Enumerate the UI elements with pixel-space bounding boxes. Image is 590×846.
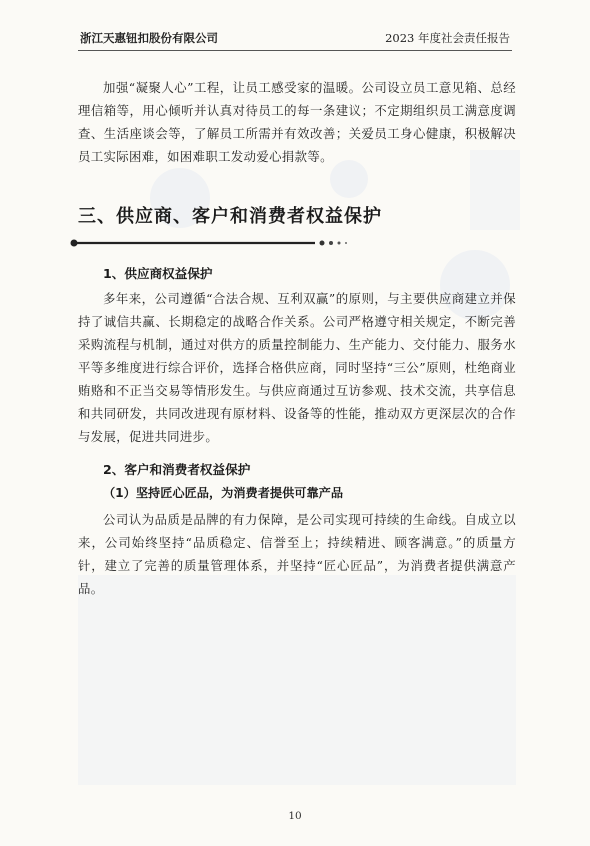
company-name: 浙江天惠钮扣股份有限公司 <box>80 31 218 45</box>
subsection-title-customers: 2、客户和消费者权益保护 <box>103 462 251 477</box>
suppliers-paragraph: 多年来，公司遵循“合法合规、互利双赢”的原则，与主要供应商建立并保持了诚信共赢、长期稳定的战略合作关系。公司严格遵守相关规定，不断完善采购流程与机制，通过对供方的质量控制能力、生产能力、交付能力、服务水平等多维度进行综合评价，选择合格供应商，同时坚持“三公”原则，杜绝商业贿赂和不正当交易等情形发生。与供应商通过互访参观、技术交流，共享信息和共同研发，共同改进现有原材料、设备等的性能，推动双方更深层次的合作与发展，促进共同进步。 <box>78 291 516 444</box>
intro-paragraph: 加强“凝聚人心”工程，让员工感受家的温暖。公司设立员工意见箱、总经理信箱等，用心倾听并认真对待员工的每一条建议；不定期组织员工满意度调查、生活座谈会等，了解员工所需并有效改善；关爱员工身心健康，积极解决员工实际困难，如困难职工发动爱心捐款等。 <box>78 80 516 164</box>
section-divider <box>70 237 350 249</box>
section-title: 三、供应商、客户和消费者权益保护 <box>78 206 382 227</box>
page-number: 10 <box>288 810 302 822</box>
item-title-quality: （1）坚持匠心匠品，为消费者提供可靠产品 <box>103 486 344 500</box>
page-header <box>78 30 512 51</box>
background-decoration <box>78 575 516 785</box>
subsection-title-suppliers: 1、供应商权益保护 <box>103 266 213 281</box>
quality-paragraph: 公司认为品质是品牌的有力保障，是公司实现可持续的生命线。自成立以来，公司始终坚持“品质稳定、信誉至上；持续精进、顾客满意。”的质量方针，建立了完善的质量管理体系，并坚持“匠心匠品”，为消费者提供满意产品。 <box>78 512 516 596</box>
report-title: 2023 年度社会责任报告 <box>385 31 510 45</box>
